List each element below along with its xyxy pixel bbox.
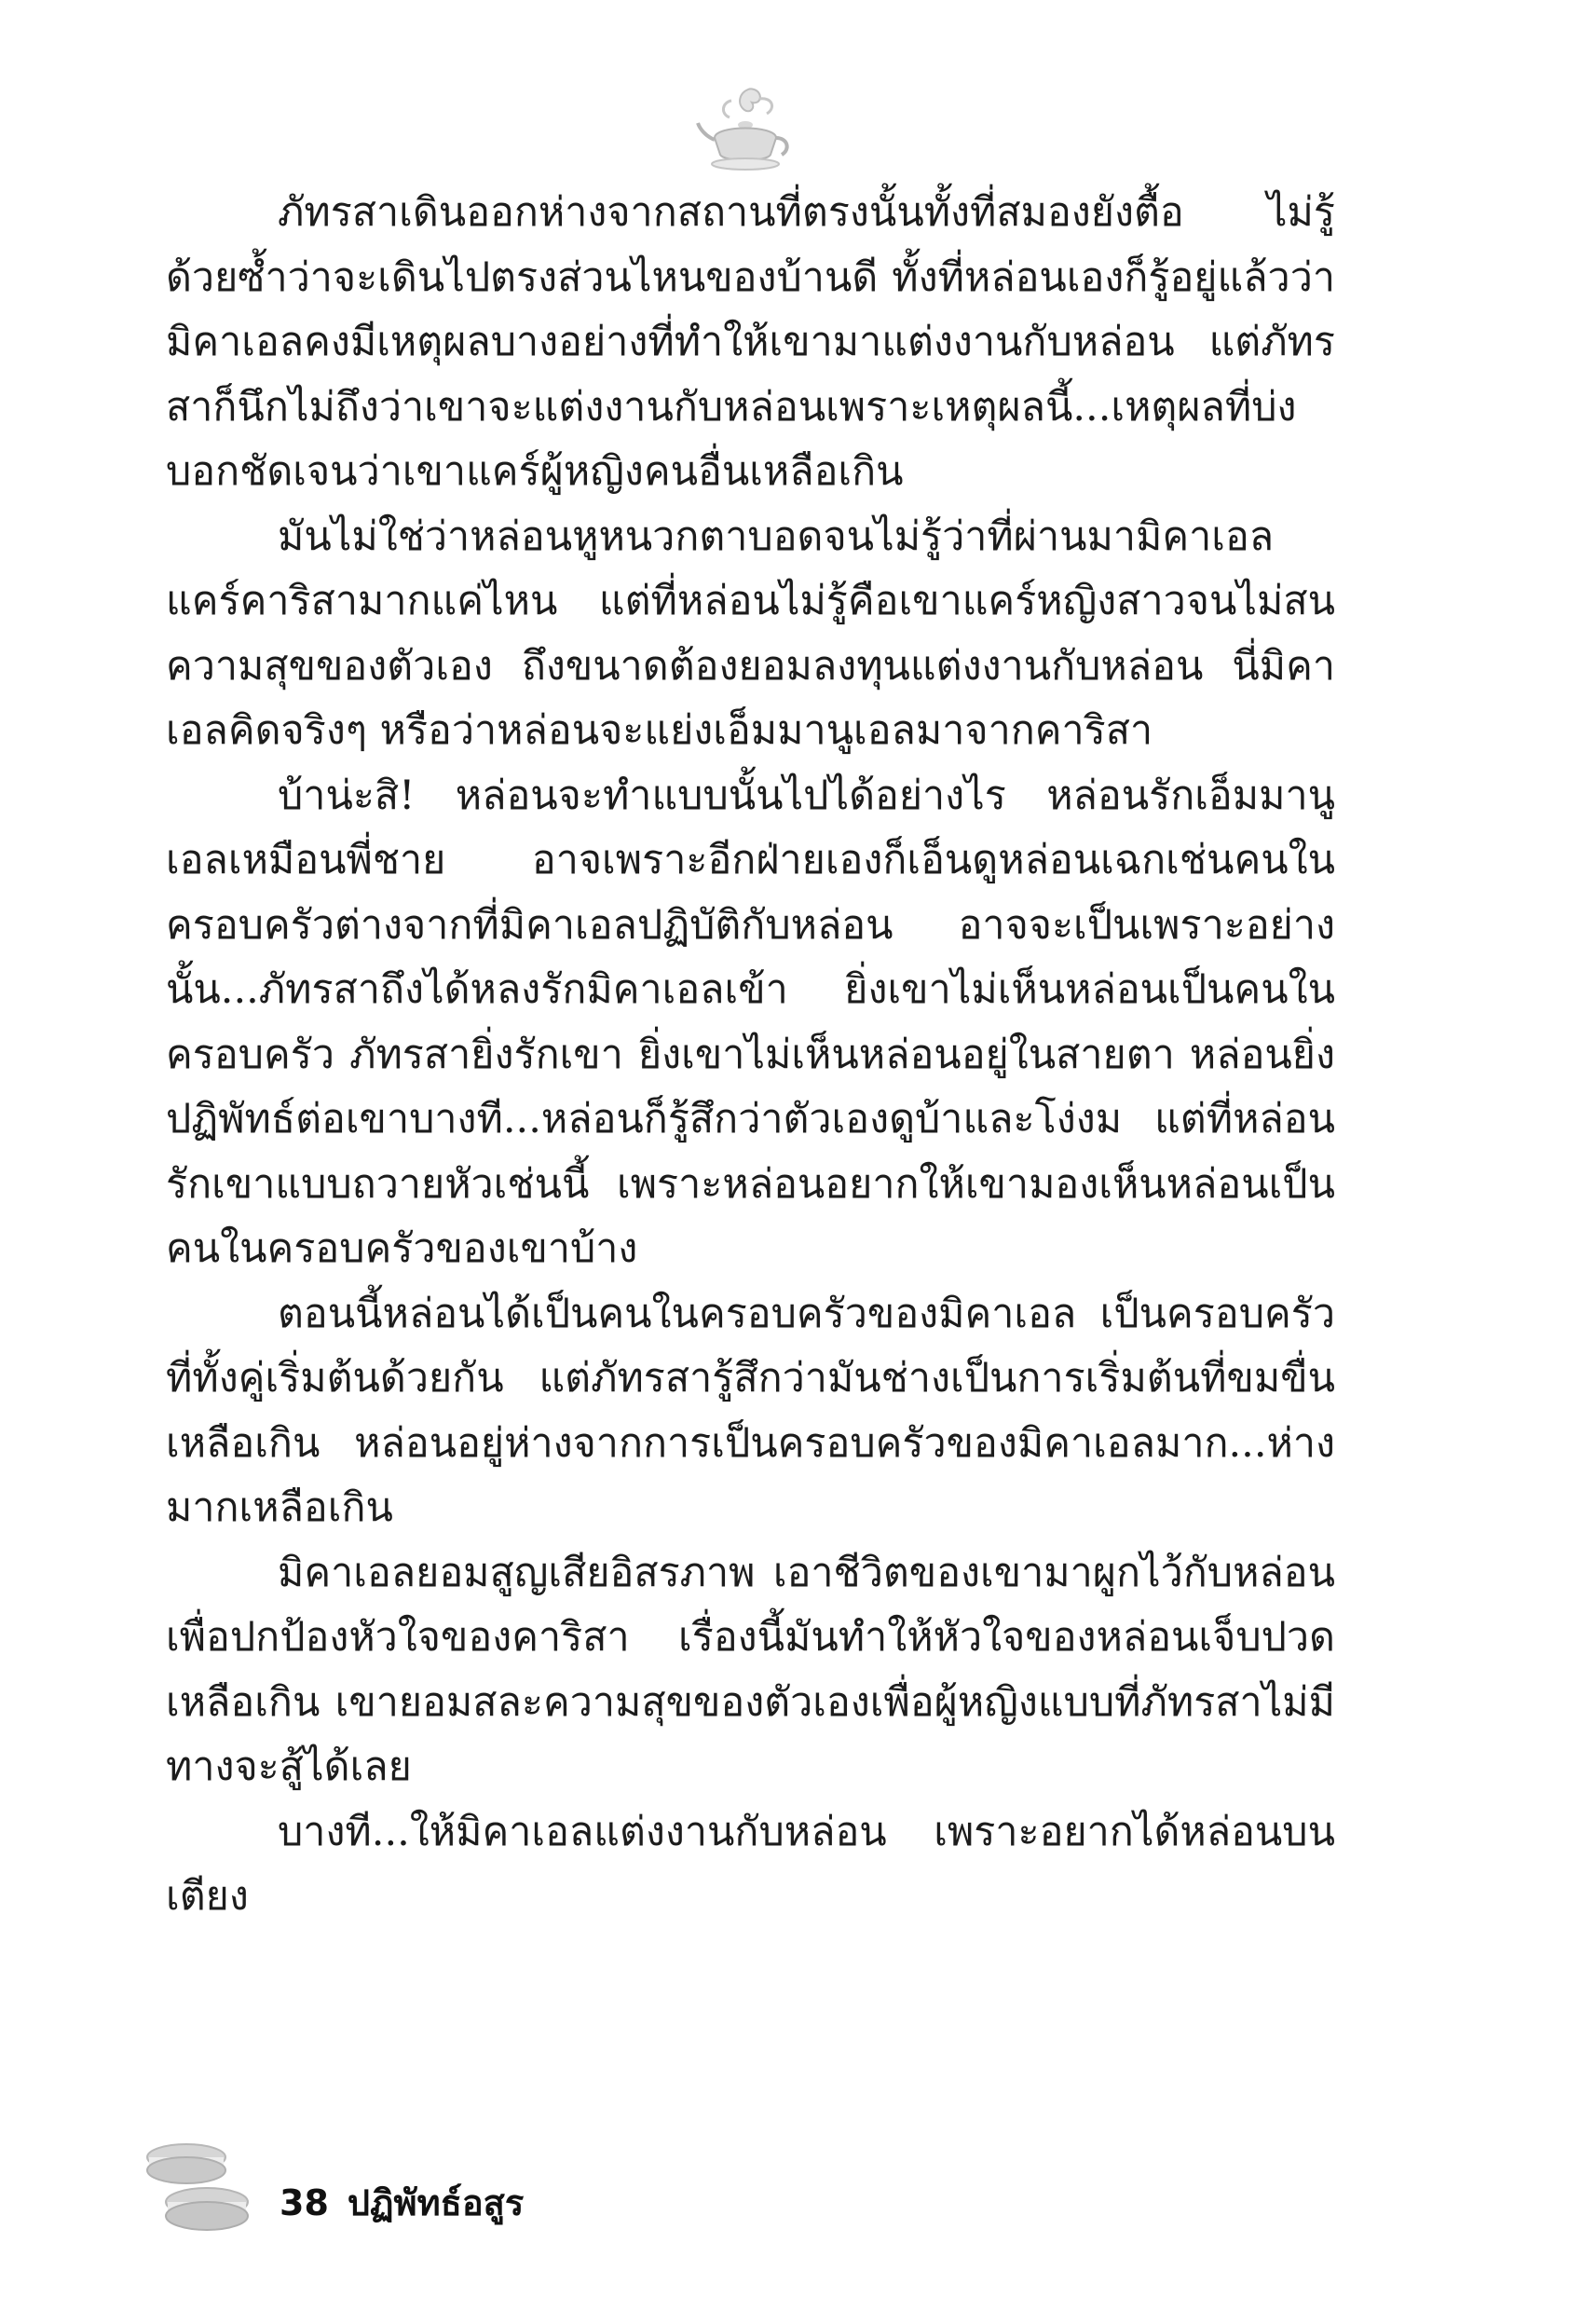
paragraph: บ้าน่ะสิ! หล่อนจะทำแบบนั้นไปได้อย่างไร หล่อนรักเอ็มมานูเอลเหมือนพี่ชาย อาจเพราะอีกฝ่ายเองก็เอ็นดูหล่อนเฉกเช่นคนในครอบครัวต่างจากที่มิคาเอลปฏิบัติกับหล่อน อาจจะเป็นเพราะอย่างนั้น...ภัทรสาถึงได้หลงรักมิคาเอลเข้า ยิ่งเขาไม่เห็นหล่อนเป็นคนในครอบครัว ภัทรสายิ่งรักเขา ยิ่งเขาไม่เห็นหล่อนอยู่ในสายตา หล่อนยิ่งปฏิพัทธ์ต่อเขาบางที...หล่อนก็รู้สึกว่าตัวเองดูบ้าและโง่งม แต่ที่หล่อนรักเขาแบบถวายหัวเช่นนี้ เพราะหล่อนอยากให้เขามองเห็นหล่อนเป็นคนในครอบครัวของเขาบ้าง [166, 772, 1335, 1272]
page-number: 38 [280, 2182, 329, 2223]
paragraph: ภัทรสาเดินออกห่างจากสถานที่ตรงนั้นทั้งที่สมองยังตื้อ ไม่รู้ด้วยซ้ำว่าจะเดินไปตรงส่วนไหนของบ้านดี ทั้งที่หล่อนเองก็รู้อยู่แล้วว่ามิคาเอลคงมีเหตุผลบางอย่างที่ทำให้เขามาแต่งงานกับหล่อน แต่ภัทรสาก็นึกไม่ถึงว่าเขาจะแต่งงานกับหล่อนเพราะเหตุผลนี้...เหตุผลที่บ่งบอกชัดเจนว่าเขาแคร์ผู้หญิงคนอื่นเหลือเกิน [166, 189, 1335, 495]
teapot-with-fairy-icon [694, 84, 797, 172]
paragraph: บางที...ให้มิคาเอลแต่งงานกับหล่อน เพราะอยากได้หล่อนบนเตียง [166, 1808, 1335, 1920]
page-footer [130, 2129, 783, 2241]
macarons-icon [140, 2129, 256, 2241]
body-text [166, 181, 1335, 1930]
paragraph: มิคาเอลยอมสูญเสียอิสรภาพ เอาชีวิตของเขามาผูกไว้กับหล่อนเพื่อปกป้องหัวใจของคาริสา เรื่องนี้มันทำให้หัวใจของหล่อนเจ็บปวดเหลือเกิน เขายอมสละความสุขของตัวเองเพื่อผู้หญิงแบบที่ภัทรสาไม่มีทางจะสู้ได้เลย [166, 1549, 1335, 1790]
paragraph: ตอนนี้หล่อนได้เป็นคนในครอบครัวของมิคาเอล เป็นครอบครัวที่ทั้งคู่เริ่มต้นด้วยกัน แต่ภัทรสารู้สึกว่ามันช่างเป็นการเริ่มต้นที่ขมขื่นเหลือเกิน หล่อนอยู่ห่างจากการเป็นครอบครัวของมิคาเอลมาก...ห่างมากเหลือเกิน [166, 1290, 1335, 1531]
book-title: ปฏิพัทธ์อสูร [347, 2182, 525, 2223]
footer-text [280, 2174, 524, 2231]
paragraph: มันไม่ใช่ว่าหล่อนหูหนวกตาบอดจนไม่รู้ว่าที่ผ่านมามิคาเอลแคร์คาริสามากแค่ไหน แต่ที่หล่อนไม่รู้คือเขาแคร์หญิงสาวจนไม่สนความสุขของตัวเอง ถึงขนาดต้องยอมลงทุนแต่งงานกับหล่อน นี่มิคาเอลคิดจริงๆ หรือว่าหล่อนจะแย่งเอ็มมานูเอลมาจากคาริสา [166, 513, 1335, 754]
